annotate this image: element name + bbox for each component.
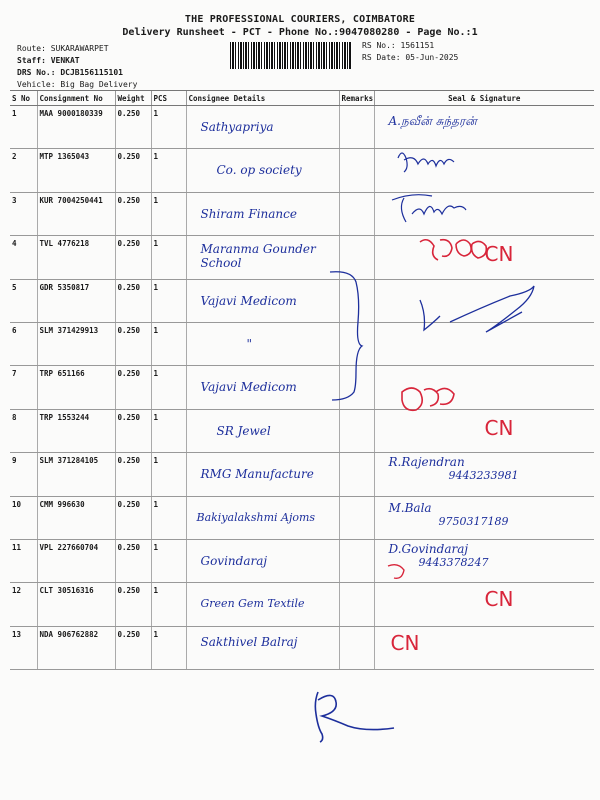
rs-number: RS No.: 1561151 xyxy=(362,41,435,50)
table-row xyxy=(10,366,594,409)
signature-name: D.Govindaraj xyxy=(388,541,469,556)
table-row xyxy=(10,626,594,669)
row-consignment-no: VPL 227660704 xyxy=(39,542,99,552)
row-weight: 0.250 xyxy=(117,239,141,249)
row-weight: 0.250 xyxy=(117,456,141,466)
signature-name: R.Rajendran xyxy=(388,455,465,470)
row-consignment-no: TRP 651166 xyxy=(39,369,85,379)
row-weight: 0.250 xyxy=(117,369,141,379)
row-sno: 3 xyxy=(12,195,17,205)
row-pcs: 1 xyxy=(153,195,159,205)
row-consignment-no: CLT 30516316 xyxy=(39,586,94,596)
row-remarks xyxy=(339,279,374,322)
table-row xyxy=(10,149,594,192)
row-signature xyxy=(389,542,489,569)
row-sno: 11 xyxy=(12,542,22,552)
row-consignment-no: MTP 1365043 xyxy=(39,152,90,162)
row-consignment-no: TRP 1553244 xyxy=(39,412,90,422)
row-pcs: 1 xyxy=(153,152,159,162)
row-signature: CN xyxy=(484,587,514,612)
table-row xyxy=(10,496,594,539)
bottom-signature xyxy=(315,692,394,742)
table-row xyxy=(10,192,594,235)
row-remarks xyxy=(339,583,374,626)
table-row xyxy=(10,539,594,582)
col-header-remarks: Remarks xyxy=(339,91,374,106)
row-weight: 0.250 xyxy=(117,586,141,596)
row-weight: 0.250 xyxy=(117,629,141,639)
row-consignment-no: KUR 7004250441 xyxy=(39,195,103,205)
row-pcs: 1 xyxy=(153,325,159,335)
row-pcs: 1 xyxy=(153,282,159,292)
row-weight: 0.250 xyxy=(117,282,141,292)
row-pcs: 1 xyxy=(153,369,159,379)
row-signature: CN xyxy=(390,630,420,655)
row-consignment-no: NDA 906762882 xyxy=(39,629,99,639)
table-header-row xyxy=(10,91,594,106)
table-row xyxy=(10,236,594,279)
table-row xyxy=(10,279,594,322)
row-weight: 0.250 xyxy=(117,152,141,162)
col-header-consignee: Consignee Details xyxy=(186,91,339,106)
row-pcs: 1 xyxy=(153,499,159,509)
barcode xyxy=(230,42,352,69)
row-consignee: Green Gem Textile xyxy=(200,597,305,611)
staff-label: Staff: VENKAT xyxy=(17,56,80,65)
row-sno: 4 xyxy=(12,239,17,249)
row-consignee: Maranma Gounder School xyxy=(200,242,316,271)
col-header-signature: Seal & Signature xyxy=(374,91,594,106)
row-signature: A.நவீன் சுந்தரன் xyxy=(388,114,477,128)
document-title: THE PROFESSIONAL COURIERS, COIMBATORE xyxy=(184,14,416,25)
row-remarks xyxy=(339,626,374,669)
row-sno: 12 xyxy=(12,586,22,596)
row-consignment-no: CMM 996630 xyxy=(39,499,85,509)
col-header-sno: S No xyxy=(10,91,37,106)
col-header-consignment: Consignment No xyxy=(37,91,115,106)
vehicle-label: Vehicle: Big Bag Delivery xyxy=(17,80,138,89)
row-signature xyxy=(389,501,509,528)
row-sno: 13 xyxy=(12,629,22,639)
row-remarks xyxy=(339,496,374,539)
row-remarks xyxy=(339,149,374,192)
row-remarks xyxy=(339,236,374,279)
rs-date: RS Date: 05-Jun-2025 xyxy=(362,53,459,62)
row-sno: 6 xyxy=(12,325,17,335)
row-signature xyxy=(389,455,519,482)
row-weight: 0.250 xyxy=(117,542,141,552)
drs-number: DRS No.: DCJB156115101 xyxy=(17,68,123,77)
row-sno: 10 xyxy=(12,499,22,509)
row-consignee: Sathyapriya xyxy=(200,120,274,134)
row-consignee: Govindaraj xyxy=(200,553,268,568)
col-header-weight: Weight xyxy=(115,91,151,106)
row-pcs: 1 xyxy=(153,239,159,249)
row-remarks xyxy=(339,322,374,365)
row-consignee: Bakiyalakshmi Ajoms xyxy=(196,510,316,524)
row-signature: CN xyxy=(484,242,514,267)
table-row xyxy=(10,106,594,149)
row-weight: 0.250 xyxy=(117,499,141,509)
row-weight: 0.250 xyxy=(117,195,141,205)
table-row xyxy=(10,322,594,365)
signature-phone: 9443378247 xyxy=(418,555,489,569)
row-consignment-no: TVL 4776218 xyxy=(39,239,90,249)
row-consignee: Vajavi Medicom xyxy=(200,293,297,308)
table-row xyxy=(10,583,594,626)
row-consignee: Shiram Finance xyxy=(200,206,297,221)
row-consignment-no: SLM 371284105 xyxy=(39,456,99,466)
row-remarks xyxy=(339,106,374,149)
signature-phone: 9443233981 xyxy=(448,469,519,483)
row-remarks xyxy=(339,192,374,235)
row-weight: 0.250 xyxy=(117,412,141,422)
row-consignee: SR Jewel xyxy=(216,423,271,438)
row-consignment-no: MAA 9000180339 xyxy=(39,109,103,118)
row-sno: 5 xyxy=(12,282,17,292)
row-pcs: 1 xyxy=(153,109,159,118)
row-sno: 2 xyxy=(12,152,17,162)
row-consignee: RMG Manufacture xyxy=(200,467,314,482)
table-row xyxy=(10,453,594,496)
signature-phone: 9750317189 xyxy=(438,514,509,528)
row-remarks xyxy=(339,539,374,582)
row-pcs: 1 xyxy=(153,456,159,466)
col-header-pcs: PCS xyxy=(151,91,186,106)
row-remarks xyxy=(339,366,374,409)
row-consignee: Sakthivel Balraj xyxy=(200,634,298,649)
row-remarks xyxy=(339,453,374,496)
row-weight: 0.250 xyxy=(117,109,141,118)
row-weight: 0.250 xyxy=(117,325,141,335)
row-consignment-no: GDR 5350817 xyxy=(39,282,90,292)
row-consignee: " xyxy=(246,336,253,351)
row-consignee: Co. op society xyxy=(216,163,302,178)
table-row xyxy=(10,409,594,452)
row-signature: CN xyxy=(484,415,514,440)
row-sno: 9 xyxy=(12,456,17,466)
row-pcs: 1 xyxy=(153,629,159,639)
document-subtitle: Delivery Runsheet - PCT - Phone No.:9047080280 - Page No.:1 xyxy=(122,27,478,38)
row-consignment-no: SLM 371429913 xyxy=(39,325,99,335)
row-consignee: Vajavi Medicom xyxy=(200,380,297,395)
row-sno: 8 xyxy=(12,412,17,422)
signature-name: M.Bala xyxy=(388,500,432,515)
row-sno: 1 xyxy=(12,109,17,118)
row-pcs: 1 xyxy=(153,586,159,596)
row-pcs: 1 xyxy=(153,542,159,552)
row-pcs: 1 xyxy=(153,412,159,422)
runsheet-table xyxy=(10,90,594,670)
row-remarks xyxy=(339,409,374,452)
row-sno: 7 xyxy=(12,369,17,379)
route-label: Route: SUKARAWARPET xyxy=(17,44,109,53)
